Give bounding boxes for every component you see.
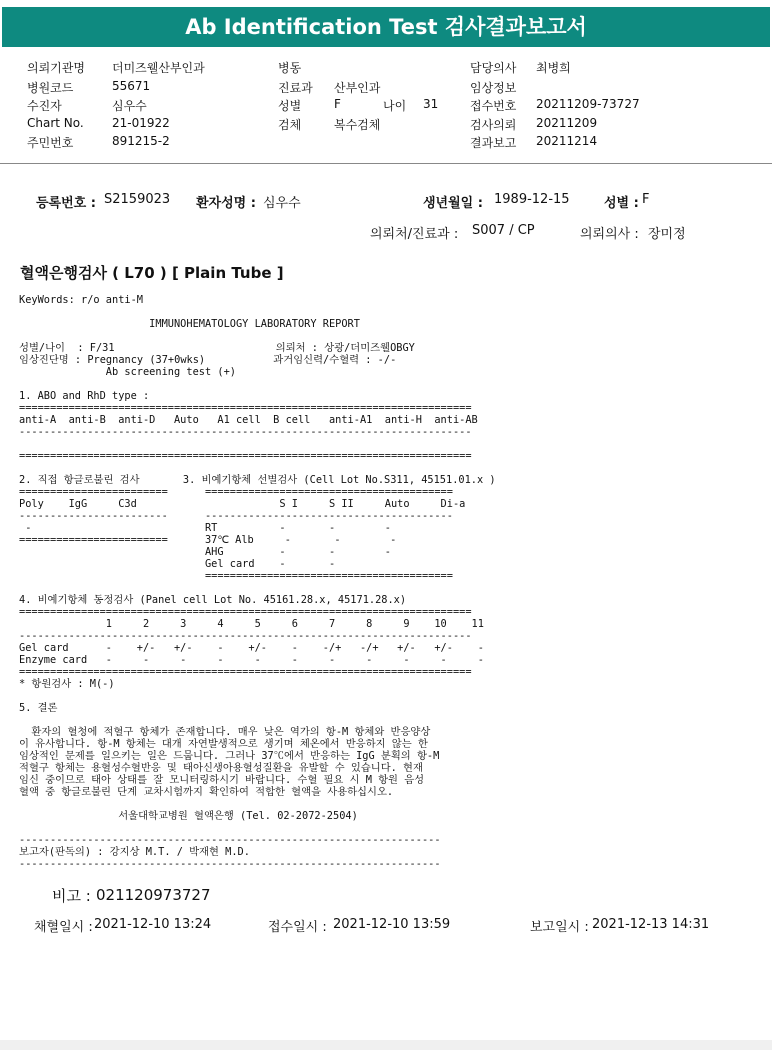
report-line: anti-A anti-B anti-D Auto A1 cell B cell anti-A1 anti-H anti-AB <box>19 414 478 426</box>
report-line: 서울대학교병원 혈액은행 (Tel. 02-2072-2504) <box>19 810 358 822</box>
report-line <box>19 306 496 318</box>
sex-label: 성별 <box>278 99 302 113</box>
report-line: ======================== 37℃ Alb - - - <box>19 534 397 546</box>
report-line: 이 유사합니다. 항-M 항체는 대개 자연발생적으로 생기며 체온에서 반응하지 않는 한 <box>19 738 428 750</box>
report-line: Enzyme card - - - - - - - - - - - <box>19 654 484 666</box>
report-line: 1. ABO and RhD type : <box>19 390 150 402</box>
report-line: -------------------------------------------------------------------- <box>19 858 441 870</box>
report-line: ========================================================================= <box>19 606 472 618</box>
report-line: 성별/나이 : F/31 의뢰처 : 상광/더미즈웰OBGY <box>19 342 415 354</box>
collect-label: 채혈일시 : <box>34 920 93 935</box>
report-line: ========================================================================= <box>19 666 472 678</box>
sex-value: F <box>334 97 341 111</box>
report-line: 혈액 중 항글로불린 단계 교차시험까지 확인하여 적합한 혈액을 사용하십시오. <box>19 786 394 798</box>
req-doctor-value: 장미정 <box>648 227 686 242</box>
receipt-no-value: 20211209-73727 <box>536 97 640 111</box>
report-line: ========================================================================= <box>19 402 472 414</box>
request-date-value: 20211209 <box>536 116 598 130</box>
remark-label: 비고 : <box>52 887 91 905</box>
chart-no-label: Chart No. <box>27 116 84 130</box>
header-divider <box>0 163 772 164</box>
report-title: Ab Identification Test 검사결과보고서 <box>2 7 770 47</box>
report-line: 임상진단명 : Pregnancy (37+0wks) 과거임신력/수혈력 : -/- <box>19 354 397 366</box>
report-line <box>19 714 496 726</box>
patient-value: 심우수 <box>112 99 147 113</box>
patient-sex-value: F <box>642 192 650 207</box>
report-line: 적혈구 항체는 용혈성수혈반응 및 태아신생아용혈성질환을 유발할 수 있습니다. 현재 <box>19 762 423 774</box>
report-line <box>19 438 496 450</box>
dept-label: 진료과 <box>278 81 313 95</box>
result-date-label: 결과보고 <box>470 136 517 150</box>
req-dept-value: S007 / CP <box>472 223 535 238</box>
patient-sex-label: 성별 : <box>604 196 639 211</box>
report-line <box>19 582 496 594</box>
clinical-info-label: 임상정보 <box>470 81 517 95</box>
dob-label: 생년월일 : <box>423 196 483 211</box>
report-date-value: 2021-12-13 14:31 <box>592 917 710 932</box>
patient-name-value: 심우수 <box>263 196 301 211</box>
result-date-value: 20211214 <box>536 134 598 148</box>
specimen-value: 복수검체 <box>334 118 381 132</box>
report-line: ------------------------ ---------------------------------------- <box>19 510 453 522</box>
collect-value: 2021-12-10 13:24 <box>94 917 212 932</box>
age-value: 31 <box>423 97 439 111</box>
report-line: 보고자(판독의) : 강지상 M.T. / 박재현 M.D. <box>19 846 250 858</box>
report-line: 환자의 혈청에 적혈구 항체가 존재합니다. 매우 낮은 역가의 항-M 항체와 반응양상 <box>19 726 431 738</box>
remark-value: 021120973727 <box>96 886 211 904</box>
report-line: ------------------------------------------------------------------------- <box>19 426 472 438</box>
report-line: * 항원검사 : M(-) <box>19 678 115 690</box>
doctor-label: 담당의사 <box>470 61 517 75</box>
doctor-value: 최병희 <box>536 61 571 75</box>
report-line: KeyWords: r/o anti-M <box>19 294 143 306</box>
report-line: 임상적인 문제를 일으키는 일은 드뭅니다. 그러나 37℃에서 반응하는 IgG 분획의 항-M <box>19 750 440 762</box>
hospital-label: 의뢰기관명 <box>27 61 85 75</box>
reg-no-label: 등록번호 : <box>36 196 96 211</box>
request-date-label: 검사의뢰 <box>470 118 517 132</box>
test-title: 혈액은행검사 ( L70 ) [ Plain Tube ] <box>20 264 284 282</box>
receipt-no-label: 접수번호 <box>470 99 517 113</box>
dob-value: 1989-12-15 <box>494 192 570 207</box>
report-line: 1 2 3 4 5 6 7 8 9 10 11 <box>19 618 484 630</box>
report-line <box>19 690 496 702</box>
report-line: ======================== ======================================== <box>19 486 453 498</box>
report-line: 2. 직접 항글로불린 검사 3. 비예기항체 선별검사 (Cell Lot No.S311, 45151.01.x ) <box>19 474 496 486</box>
age-label: 나이 <box>383 99 407 113</box>
report-line <box>19 330 496 342</box>
report-line: IMMUNOHEMATOLOGY LABORATORY REPORT <box>19 318 360 330</box>
report-line <box>19 462 496 474</box>
report-line: Gel card - - <box>19 558 336 570</box>
report-line: 5. 결론 <box>19 702 58 714</box>
req-doctor-label: 의뢰의사 : <box>580 227 639 242</box>
receive-label: 접수일시 : <box>268 920 327 935</box>
report-line <box>19 378 496 390</box>
report-body <box>19 294 496 870</box>
report-line: Gel card - +/- +/- - +/- - -/+ -/+ +/- +/- - <box>19 642 484 654</box>
report-line: ========================================================================= <box>19 450 472 462</box>
patient-label: 수진자 <box>27 99 62 113</box>
report-line: Ab screening test (+) <box>19 366 236 378</box>
report-line <box>19 822 496 834</box>
report-line: Poly IgG C3d S I S II Auto Di-a <box>19 498 466 510</box>
report-date-label: 보고일시 : <box>530 920 589 935</box>
resident-no-label: 주민번호 <box>27 136 74 150</box>
chart-no-value: 21-01922 <box>112 116 170 130</box>
patient-name-label: 환자성명 : <box>196 196 256 211</box>
hospital-code-label: 병원코드 <box>27 81 74 95</box>
specimen-label: 검체 <box>278 118 302 132</box>
report-line: 4. 비예기항체 동정검사 (Panel cell Lot No. 45161.28.x, 45171.28.x) <box>19 594 407 606</box>
report-line: -------------------------------------------------------------------- <box>19 834 441 846</box>
page-bottom-band <box>0 1040 772 1050</box>
dept-value: 산부인과 <box>334 81 381 95</box>
req-dept-label: 의뢰처/진료과 : <box>370 227 459 242</box>
ward-label: 병동 <box>278 61 302 75</box>
reg-no-value: S2159023 <box>104 192 171 207</box>
receive-value: 2021-12-10 13:59 <box>333 917 451 932</box>
report-line <box>19 798 496 810</box>
report-line: 임신 중이므로 태아 상태를 잘 모니터링하시기 바랍니다. 수혈 필요 시 M 항원 음성 <box>19 774 425 786</box>
hospital-value: 더미즈웰산부인과 <box>112 61 205 75</box>
report-line: AHG - - - <box>19 546 391 558</box>
hospital-code-value: 55671 <box>112 79 151 93</box>
report-line: ======================================== <box>19 570 453 582</box>
report-line: - RT - - - <box>19 522 391 534</box>
resident-no-value: 891215-2 <box>112 134 170 148</box>
report-line: ------------------------------------------------------------------------- <box>19 630 472 642</box>
